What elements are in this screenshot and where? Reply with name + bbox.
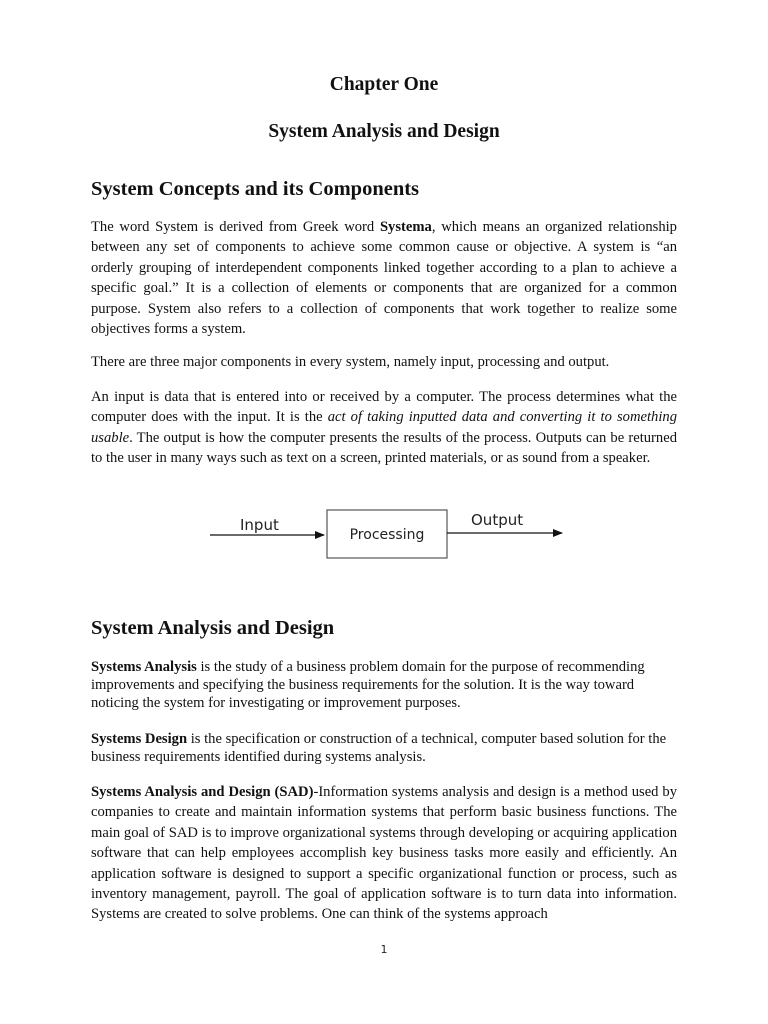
bold-term-sad: Systems Analysis and Design (SAD) bbox=[91, 784, 314, 800]
input-label: Input bbox=[240, 516, 279, 534]
paragraph-input-process-output bbox=[91, 387, 677, 469]
chapter-subtitle: System Analysis and Design bbox=[268, 121, 500, 142]
paragraph-text: -Information systems analysis and design is a method used by companies to create and maintain information systems that perform basic business functions. The main goal of SAD is to improve organizational systems through developing or acquiring application software that can help employees accomplish key business tasks more easily and efficiently. An application software is designed to support a specific organizational function or process, such as inventory management, payroll. The goal of application software is to turn data into information. Systems are created to solve problems. One can think of the systems approach bbox=[91, 784, 677, 923]
processing-label: Processing bbox=[349, 527, 425, 543]
bold-term-systema: Systema bbox=[379, 219, 432, 235]
paragraph-three-components: There are three major components in every system, namely input, processing and output. bbox=[91, 354, 610, 370]
paragraph-text: is the specification or construction of a technical, computer based solution for the business requirements identified during systems analysis. bbox=[91, 731, 667, 765]
chapter-title: Chapter One bbox=[329, 74, 439, 95]
paragraph-systems-design bbox=[91, 730, 677, 766]
paragraph-text: The word System is derived from Greek word bbox=[91, 219, 380, 235]
page-number: 1 bbox=[380, 943, 388, 956]
bold-term-systems-design: Systems Design bbox=[91, 731, 188, 747]
bold-term-systems-analysis: Systems Analysis bbox=[91, 659, 197, 675]
paragraph-sad bbox=[91, 782, 677, 925]
section-heading-system-concepts: System Concepts and its Components bbox=[91, 178, 420, 200]
input-processing-output-diagram bbox=[200, 500, 580, 570]
paragraph-systems-analysis bbox=[91, 658, 677, 712]
output-label: Output bbox=[471, 511, 524, 529]
paragraph-system-definition bbox=[91, 217, 677, 339]
paragraph-text: . The output is how the computer presents the results of the process. Outputs can be returned to the user in many ways such as text on a screen, printed materials, or as sound from a speaker. bbox=[91, 429, 677, 467]
paragraph-text: , which means an organized relationship between any set of components to achieve some common cause or objective. A system is “an orderly grouping of interdependent components linked together according to a plan to achieve a specific goal.” It is a collection of elements or components that are organized for a common purpose. System also refers to a collection of components that work together to realize some objectives forms a system. bbox=[91, 219, 677, 338]
italic-phrase: act of taking inputted data and converting it to something usable bbox=[91, 409, 677, 446]
section-heading-system-analysis-design: System Analysis and Design bbox=[91, 617, 335, 639]
paragraph-text: An input is data that is entered into or received by a computer. The process determines what the computer does with the input. It is the bbox=[91, 389, 677, 426]
paragraph-text: is the study of a business problem domain for the purpose of recommending improvements and specifying the business requirements for the solution. It is the way toward noticing the system for investigating or improvement purposes. bbox=[91, 659, 645, 711]
